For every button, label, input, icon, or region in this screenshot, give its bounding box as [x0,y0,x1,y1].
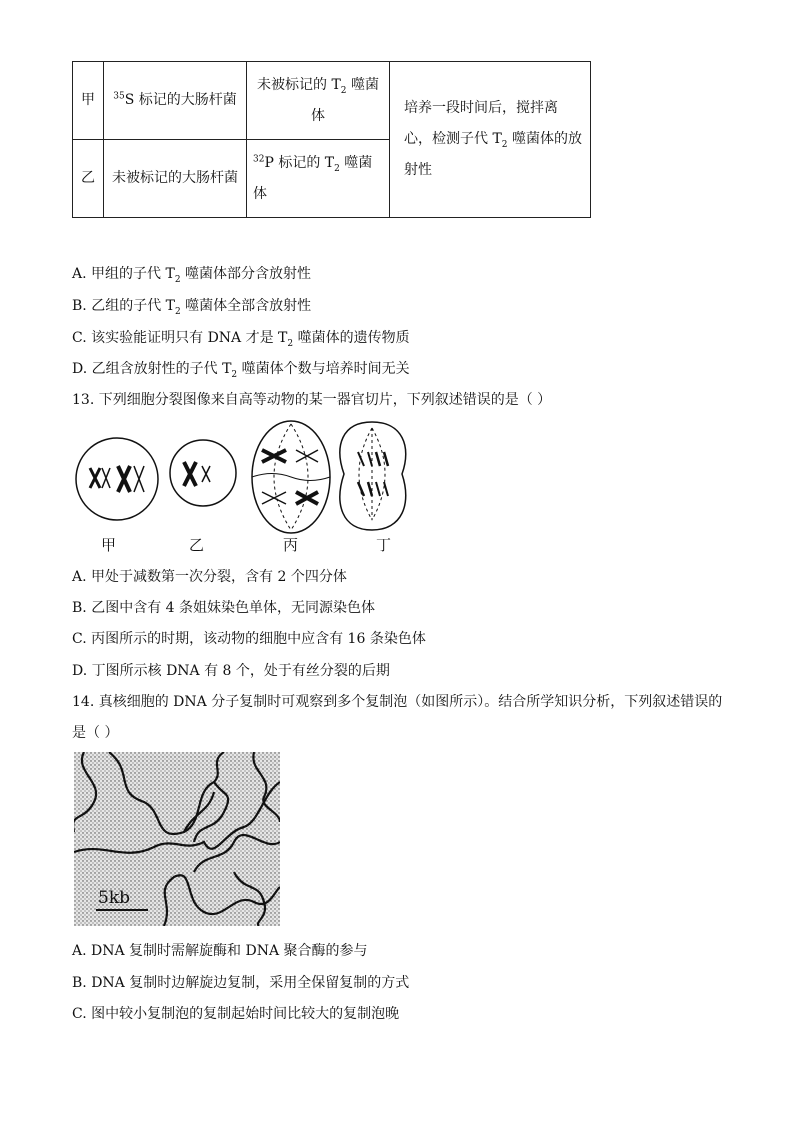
figure-label-jia: 甲 [101,536,117,554]
replication-bubble-micrograph [74,752,280,926]
phage-cell: 未被标记的 $T_2$ 噬菌体 [247,62,390,140]
option-a: A. 甲处于减数第一次分裂，含有 2 个四分体 [72,569,347,585]
cell-division-figure [72,416,432,540]
option-c: C. 图中较小复制泡的复制起始时间比较大的复制泡晚 [72,1006,400,1022]
option-c: C. 丙图所示的时期，该动物的细胞中应含有 16 条染色体 [72,631,426,647]
figure-label-yi: 乙 [189,536,205,554]
option-b: B. DNA 复制时边解旋边复制，采用全保留复制的方式 [72,975,410,991]
option-d: D. 丁图所示核 DNA 有 8 个，处于有丝分裂的后期 [72,663,390,679]
figure-label-bing: 丙 [283,536,299,554]
scale-bar-label: 5kb [98,888,130,908]
figure-label-ding: 丁 [376,536,392,554]
bacteria-cell: $^{35}$S 标记的大肠杆菌 [104,62,247,140]
procedure-cell: 培养一段时间后，搅拌离心，检测子代 $T_2$ 噬菌体的放射性 [390,62,591,218]
question-13-stem: 13. 下列细胞分裂图像来自高等动物的某一器官切片，下列叙述错误的是（ ） [72,392,552,408]
question-14-stem-cont: 是（ ） [72,725,119,741]
option-c: C. 该实验能证明只有 DNA 才是 $T_2$ 噬菌体的遗传物质 [72,330,410,349]
bacteria-cell: 未被标记的大肠杆菌 [104,140,247,218]
option-b: B. 乙组的子代 $T_2$ 噬菌体全部含放射性 [72,298,312,317]
question-14-stem: 14. 真核细胞的 DNA 分子复制时可观察到多个复制泡（如图所示）。结合所学知识分析，下列叙述错误的 [72,694,723,710]
option-b: B. 乙图中含有 4 条姐妹染色单体，无同源染色体 [72,600,375,616]
option-d: D. 乙组含放射性的子代 $T_2$ 噬菌体个数与培养时间无关 [72,361,410,380]
option-a: A. DNA 复制时需解旋酶和 DNA 聚合酶的参与 [72,943,368,959]
table-row [73,62,591,140]
option-a: A. 甲组的子代 $T_2$ 噬菌体部分含放射性 [72,266,311,285]
experiment-table [72,61,591,218]
phage-cell: $^{32}$P 标记的 $T_2$ 噬菌体 [247,140,390,218]
group-cell: 乙 [73,140,104,218]
group-cell: 甲 [73,62,104,140]
